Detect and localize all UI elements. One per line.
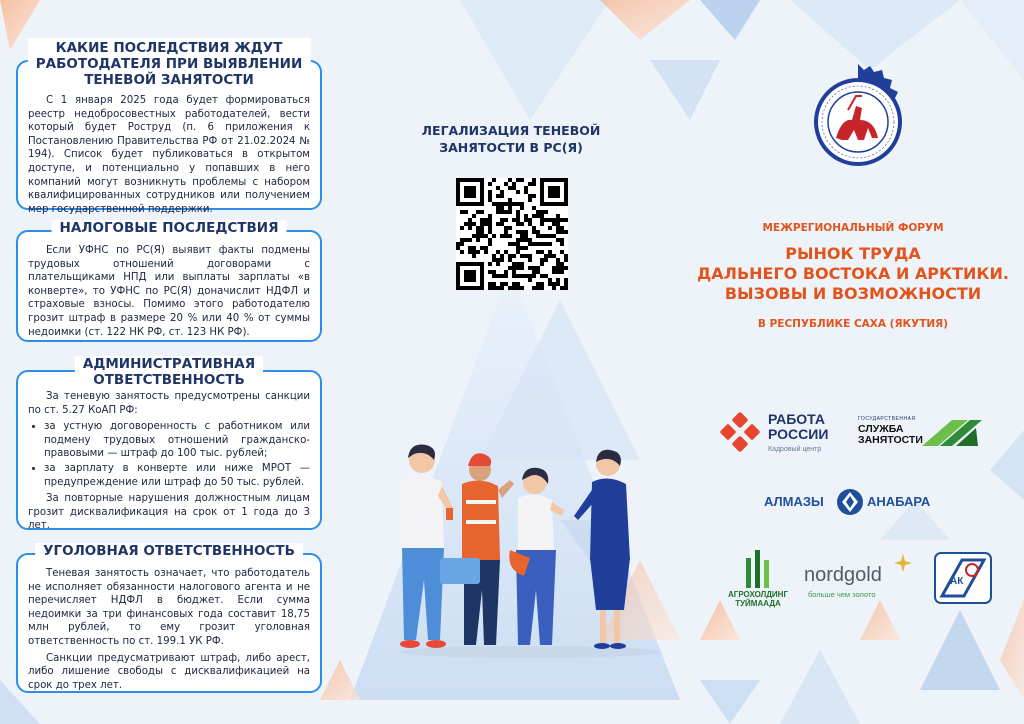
middle-panel — [340, 0, 682, 724]
title-line: ЗАНЯТОСТИ В РС(Я) — [439, 140, 583, 155]
worker-1 — [400, 445, 454, 648]
emblem-icon — [812, 62, 904, 170]
wheat-icon — [738, 548, 778, 588]
left-panel — [0, 0, 340, 724]
criminal-p2: Санкции предусматривают штраф, либо арест, либо лишение свободы с дисквалификацией на срок до трех лет. — [28, 652, 310, 691]
admin-outro: За повторные нарушения должностным лицам грозит дисквалификация на срок от 1 года до 3 лет. — [28, 493, 310, 532]
rabota-rossii-name — [768, 412, 828, 442]
almazy-left: АЛМАЗЫ — [764, 494, 824, 509]
logo-line: АГРОХОЛДИНГ — [728, 590, 788, 599]
rabota-rossii-icon — [720, 412, 760, 452]
title-line: ОТВЕТСТВЕННОСТЬ — [93, 372, 245, 388]
worker-3 — [509, 468, 564, 645]
criminal-liability-box — [16, 543, 322, 693]
tax-consequences-box — [16, 220, 322, 342]
ak-logo — [934, 552, 992, 604]
nordgold-name: nordgold — [804, 564, 882, 586]
forum-region: В РЕСПУБЛИКЕ САХА (ЯКУТИЯ) — [757, 318, 949, 330]
forum-subtitle: МЕЖРЕГИОНАЛЬНЫЙ ФОРУМ — [762, 222, 944, 234]
sluzhba-icon — [922, 418, 982, 448]
admin-liability-body — [28, 390, 310, 533]
criminal-p1: Теневая занятость означает, что работодатель не исполняет обязанности налогового агента и не перечисляет НДФЛ в бюджет. Если сумма недоимки за три финансовых года составит 18,75 млн рублей, то ему грозит уголовная ответственность по ст. 199.1 УК РФ. — [28, 568, 310, 647]
title-line: РАБОТОДАТЕЛЯ ПРИ ВЫЯВЛЕНИИ — [35, 56, 303, 72]
tax-consequences-text: Если УФНС по РС(Я) выявит факты подмены трудовых отношений договорами с плательщиками НПД или выплаты зарплаты «в конверте», то УФНС по РС(Я) доначислит НДФЛ и страховые взносы. Помимо этого работодателю грозит штраф в размере 20 % или 40 % от суммы недоимки (ст. 122 НК РФ, ст. 123 НК РФ). — [28, 245, 310, 338]
worker-4 — [574, 450, 630, 649]
workers-illustration — [380, 440, 670, 660]
list-item: • за зарплату в конверте или ниже МРОТ — предупреждение или штраф до 50 тыс. рублей. — [44, 462, 310, 489]
agroholding-logo — [722, 548, 802, 612]
sluzhba-zanyatosti-logo — [858, 416, 990, 456]
logo-line: СЛУЖБА — [858, 423, 904, 435]
qr-code[interactable] — [456, 178, 568, 290]
nordgold-sub: больше чем золото — [808, 590, 876, 599]
rabota-rossii-logo — [720, 408, 860, 458]
employer-consequences-title — [28, 38, 311, 88]
almazy-right: АНАБАРА — [867, 494, 931, 509]
admin-sanctions-list — [44, 420, 310, 489]
qr-title — [410, 122, 612, 156]
ak-text: АК — [950, 576, 964, 587]
agroholding-name — [722, 590, 794, 608]
admin-liability-title — [75, 356, 263, 388]
employer-consequences-text: С 1 января 2025 года будет формироваться реестр недобросовестных работодателей, вести который будет Роструд (п. 6 приложения к Постановлению Правительства РФ от 21.02.2024 № 194). Список будет публиковаться в открытом доступе, и потенциально у попавших в него компаний могут возникнуть проблемы с набором квалифицированных сотрудников или получением мер государственной поддержки. — [28, 95, 310, 215]
sluzhba-name — [858, 424, 923, 446]
diamond-icon — [836, 488, 864, 516]
logo-line: РАБОТА — [768, 411, 825, 427]
logo-line: РОССИИ — [768, 426, 829, 442]
title-line: РЫНОК ТРУДА — [785, 244, 921, 263]
admin-liability-box — [16, 356, 322, 532]
criminal-liability-body — [28, 567, 310, 692]
nordgold-star-icon — [894, 554, 912, 572]
sluzhba-top: ГОСУДАРСТВЕННАЯ — [858, 416, 916, 422]
right-panel — [682, 0, 1024, 724]
title-line: КАКИЕ ПОСЛЕДСТВИЯ ЖДУТ — [55, 40, 283, 56]
worker-2 — [440, 453, 514, 645]
title-line: АДМИНИСТРАТИВНАЯ — [82, 356, 256, 372]
logo-line: ЗАНЯТОСТИ — [858, 434, 923, 446]
rabota-rossii-sub: Кадровый центр — [768, 446, 822, 453]
qr-code-graphic — [456, 178, 568, 290]
title-line: ЛЕГАЛИЗАЦИЯ ТЕНЕВОЙ — [421, 123, 601, 138]
employer-consequences-box — [16, 40, 322, 215]
tax-consequences-title: НАЛОГОВЫЕ ПОСЛЕДСТВИЯ — [52, 220, 287, 236]
admin-intro: За теневую занятость предусмотрены санкции по ст. 5.27 КоАП РФ: — [28, 391, 310, 416]
title-line: ВЫЗОВЫ И ВОЗМОЖНОСТИ — [724, 284, 982, 303]
title-line: ДАЛЬНЕГО ВОСТОКА И АРКТИКИ. — [697, 264, 1009, 283]
nordgold-logo — [804, 560, 914, 600]
forum-title — [682, 244, 1024, 304]
list-item: • за устную договоренность с работником или подмену трудовых отношений гражданско-правовыми — штраф до 100 тыс. рублей; — [44, 420, 310, 461]
almazy-anabara-logo — [764, 488, 944, 518]
title-line: ТЕНЕВОЙ ЗАНЯТОСТИ — [84, 72, 254, 88]
criminal-liability-title: УГОЛОВНАЯ ОТВЕТСТВЕННОСТЬ — [35, 543, 303, 559]
logo-line: ТУЙМААДА — [735, 599, 781, 608]
yakutia-emblem — [812, 62, 904, 170]
